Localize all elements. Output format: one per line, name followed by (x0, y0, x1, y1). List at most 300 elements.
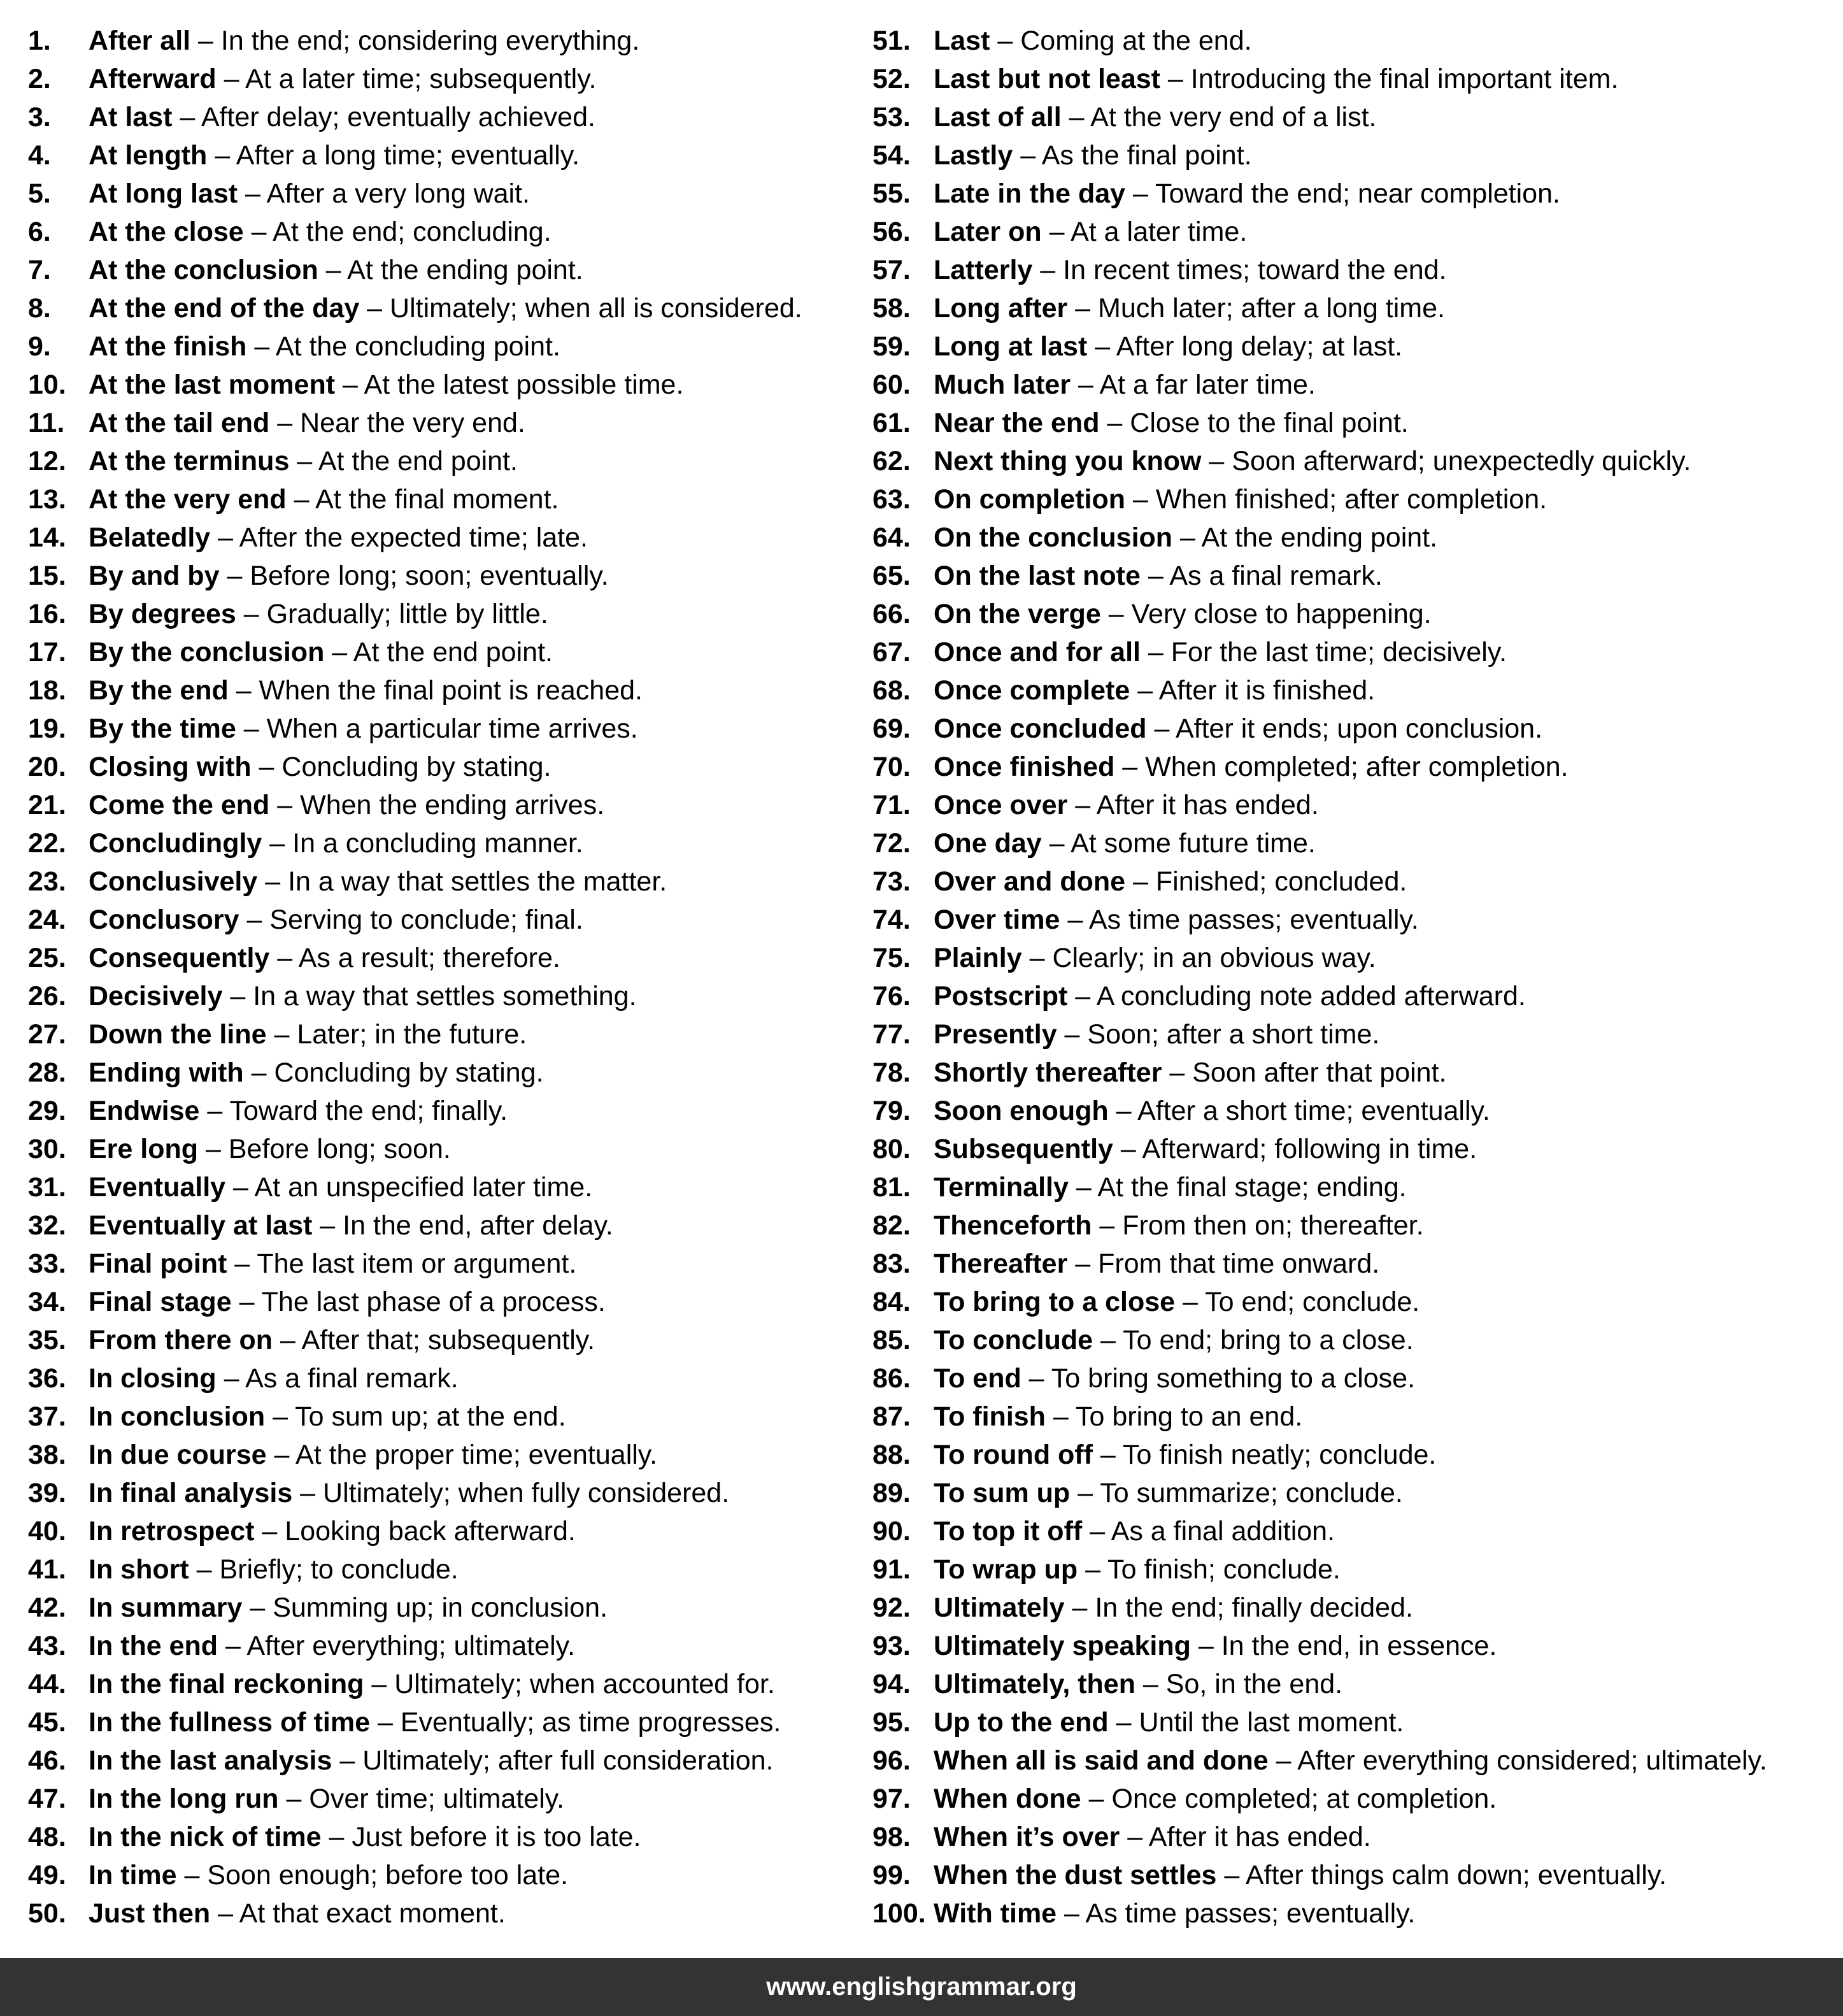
item-term: In time (89, 1860, 177, 1891)
list-item (872, 1701, 1828, 1739)
item-separator: – (190, 25, 221, 56)
item-term: Much later (934, 369, 1071, 400)
list-item (28, 1510, 850, 1548)
item-definition: From then on; thereafter. (1122, 1210, 1424, 1241)
item-definition: In a way that settles the matter. (288, 866, 667, 897)
list-item (28, 57, 850, 96)
item-separator: – (269, 790, 301, 820)
list-item (28, 1739, 850, 1777)
item-term: Ultimately, then (934, 1669, 1135, 1699)
item-definition: Eventually; as time progresses. (400, 1707, 781, 1738)
item-term: Last but not least (934, 64, 1160, 94)
item-definition: Very close to happening. (1131, 599, 1432, 629)
list-item (872, 516, 1828, 554)
item-number: 98. (872, 1822, 911, 1852)
item-separator: – (269, 408, 301, 438)
item-definition: At the ending point. (1201, 522, 1438, 553)
list-item (28, 1586, 850, 1624)
item-number: 4. (28, 140, 51, 171)
list-item (872, 363, 1828, 401)
item-number: 85. (872, 1325, 911, 1355)
item-separator: – (269, 943, 299, 973)
item-separator: – (1081, 1784, 1112, 1814)
item-number: 53. (872, 102, 911, 132)
list-item (28, 783, 850, 822)
item-number: 70. (872, 752, 911, 782)
item-definition: In the end; finally decided. (1095, 1592, 1413, 1623)
item-separator: – (1130, 675, 1159, 706)
item-number: 86. (872, 1363, 911, 1394)
item-separator: – (243, 217, 273, 247)
item-term: Once concluded (934, 713, 1147, 744)
item-separator: – (1064, 1592, 1095, 1623)
list-item (872, 592, 1828, 631)
item-number: 96. (872, 1745, 911, 1776)
list-item (872, 248, 1828, 287)
item-definition: Afterward; following in time. (1142, 1134, 1477, 1164)
item-term: In retrospect (89, 1516, 255, 1547)
item-separator: – (265, 1401, 295, 1432)
item-number: 80. (872, 1134, 911, 1164)
item-separator: – (176, 1860, 208, 1891)
item-number: 95. (872, 1707, 911, 1738)
item-separator: – (278, 1784, 310, 1814)
item-number: 90. (872, 1516, 911, 1547)
item-separator: – (210, 1898, 239, 1929)
item-number: 3. (28, 102, 51, 132)
list-item (28, 822, 850, 860)
item-term: Postscript (934, 981, 1068, 1012)
item-definition: When completed; after completion. (1145, 752, 1569, 782)
item-number: 38. (28, 1440, 66, 1470)
item-definition: At the latest possible time. (364, 369, 684, 400)
item-separator: – (1045, 1401, 1076, 1432)
item-term: At the end of the day (89, 293, 360, 324)
item-number: 54. (872, 140, 911, 171)
item-definition: In the end, after delay. (343, 1210, 613, 1241)
item-separator: – (1021, 1363, 1051, 1394)
item-term: Consequently (89, 943, 270, 973)
item-term: Up to the end (934, 1707, 1109, 1738)
item-definition: At the proper time; eventually. (295, 1440, 658, 1470)
item-number: 11. (28, 408, 65, 438)
item-term: Come the end (89, 790, 270, 820)
list-item (28, 554, 850, 592)
item-definition: As time passes; eventually. (1088, 904, 1419, 935)
list-item (28, 860, 850, 898)
item-term: To conclude (934, 1325, 1093, 1355)
item-number: 25. (28, 943, 66, 973)
item-term: Conclusory (89, 904, 239, 935)
item-term: In final analysis (89, 1478, 293, 1508)
list-item (872, 1395, 1828, 1433)
item-number: 92. (872, 1592, 911, 1623)
item-number: 7. (28, 255, 51, 285)
item-number: 72. (872, 828, 911, 859)
item-term: Once finished (934, 752, 1115, 782)
list-item (872, 134, 1828, 172)
item-definition: After everything; ultimately. (246, 1631, 575, 1661)
item-separator: – (239, 904, 270, 935)
list-item (872, 631, 1828, 669)
list-item (872, 1433, 1828, 1471)
list-item (28, 363, 850, 401)
list-item (28, 1204, 850, 1242)
item-number: 26. (28, 981, 66, 1012)
item-term: By degrees (89, 599, 236, 629)
list-item (872, 1510, 1828, 1548)
item-separator: – (1067, 981, 1097, 1012)
item-separator: – (1140, 561, 1170, 591)
list-item (28, 1701, 850, 1739)
item-term: To sum up (934, 1478, 1071, 1508)
item-definition: As a final remark. (1169, 561, 1383, 591)
item-number: 82. (872, 1210, 911, 1241)
item-separator: – (359, 293, 390, 324)
item-term: At the very end (89, 484, 287, 515)
list-item (28, 516, 850, 554)
item-number: 10. (28, 369, 66, 400)
item-definition: Soon; after a short time. (1087, 1019, 1380, 1050)
item-separator: – (1125, 484, 1156, 515)
item-term: Thereafter (934, 1248, 1068, 1279)
item-definition: Concluding by stating. (281, 752, 551, 782)
item-number: 97. (872, 1784, 911, 1814)
list-item (872, 1739, 1828, 1777)
item-number: 77. (872, 1019, 911, 1050)
item-term: From there on (89, 1325, 273, 1355)
item-definition: The last item or argument. (257, 1248, 577, 1279)
list-item (28, 96, 850, 134)
item-definition: After a very long wait. (266, 178, 530, 209)
item-definition: For the last time; decisively. (1171, 637, 1507, 668)
list-item (28, 401, 850, 440)
item-term: With time (934, 1898, 1057, 1929)
list-item (28, 1242, 850, 1280)
item-separator: – (289, 446, 318, 476)
item-number: 6. (28, 217, 51, 247)
list-item (28, 134, 850, 172)
item-separator: – (1113, 1134, 1142, 1164)
item-definition: To sum up; at the end. (295, 1401, 566, 1432)
item-number: 15. (28, 561, 66, 591)
item-number: 71. (872, 790, 911, 820)
item-term: Final point (89, 1248, 227, 1279)
item-term: Long at last (934, 331, 1088, 362)
item-term: Thenceforth (934, 1210, 1092, 1241)
item-number: 34. (28, 1287, 66, 1317)
list-item (872, 898, 1828, 936)
item-number: 55. (872, 178, 911, 209)
item-separator: – (1070, 1478, 1100, 1508)
item-term: In closing (89, 1363, 217, 1394)
item-definition: After it has ended. (1148, 1822, 1371, 1852)
item-definition: From that time onward. (1098, 1248, 1380, 1279)
item-term: At the finish (89, 331, 247, 362)
item-number: 69. (872, 713, 911, 744)
item-number: 8. (28, 293, 51, 324)
item-definition: As a final remark. (245, 1363, 459, 1394)
list-item (28, 1433, 850, 1471)
item-number: 30. (28, 1134, 66, 1164)
item-separator: – (1013, 140, 1042, 171)
item-term: Down the line (89, 1019, 267, 1050)
item-term: Once over (934, 790, 1068, 820)
item-term: On the last note (934, 561, 1141, 591)
item-separator: – (189, 1554, 220, 1585)
item-definition: Ultimately; when all is considered. (390, 293, 802, 324)
item-term: Long after (934, 293, 1068, 324)
list-item (872, 478, 1828, 516)
list-item (28, 669, 850, 707)
item-definition: In the end, in essence. (1221, 1631, 1497, 1661)
item-number: 9. (28, 331, 51, 362)
list-item (872, 554, 1828, 592)
item-separator: – (216, 1363, 246, 1394)
item-definition: After it is finished. (1158, 675, 1376, 706)
list-item (872, 1854, 1828, 1892)
item-separator: – (1057, 1898, 1086, 1929)
item-number: 35. (28, 1325, 66, 1355)
item-definition: Just before it is too late. (352, 1822, 641, 1852)
item-separator: – (1099, 408, 1130, 438)
list-item (28, 1395, 850, 1433)
item-separator: – (1093, 1325, 1123, 1355)
item-separator: – (198, 1134, 229, 1164)
item-term: Last of all (934, 102, 1062, 132)
item-term: Late in the day (934, 178, 1126, 209)
list-item (28, 592, 850, 631)
list-item (28, 745, 850, 783)
item-number: 99. (872, 1860, 911, 1891)
item-separator: – (273, 1325, 302, 1355)
item-number: 83. (872, 1248, 911, 1279)
item-definition: As a result; therefore. (298, 943, 560, 973)
item-separator: – (1021, 943, 1053, 973)
item-definition: Ultimately; when fully considered. (323, 1478, 730, 1508)
list-item (872, 325, 1828, 363)
item-definition: At a later time; subsequently. (245, 64, 597, 94)
item-definition: In recent times; toward the end. (1063, 255, 1447, 285)
list-item (872, 172, 1828, 210)
item-separator: – (243, 1057, 274, 1088)
item-separator: – (1067, 1248, 1099, 1279)
item-separator: – (1071, 369, 1100, 400)
item-definition: In the end; considering everything. (220, 25, 640, 56)
footer-url: www.englishgrammar.org (0, 1958, 1843, 2016)
item-term: Plainly (934, 943, 1022, 973)
item-term: Last (934, 25, 990, 56)
list-item (28, 1089, 850, 1127)
item-separator: – (364, 1669, 395, 1699)
item-separator: – (231, 1287, 262, 1317)
item-number: 46. (28, 1745, 66, 1776)
list-item (872, 707, 1828, 745)
item-number: 79. (872, 1096, 911, 1126)
item-definition: Ultimately; after full consideration. (362, 1745, 774, 1776)
item-number: 24. (28, 904, 66, 935)
item-definition: After a short time; eventually. (1137, 1096, 1490, 1126)
item-separator: – (1061, 102, 1091, 132)
item-definition: Looking back afterward. (285, 1516, 576, 1547)
item-definition: At the concluding point. (275, 331, 560, 362)
item-term: At long last (89, 178, 238, 209)
item-term: To wrap up (934, 1554, 1078, 1585)
item-term: In conclusion (89, 1401, 266, 1432)
item-number: 66. (872, 599, 911, 629)
item-definition: To bring something to a close. (1051, 1363, 1416, 1394)
item-term: After all (89, 25, 191, 56)
item-number: 65. (872, 561, 911, 591)
item-definition: To finish neatly; conclude. (1122, 1440, 1437, 1470)
item-definition: Toward the end; finally. (229, 1096, 508, 1126)
item-term: Ultimately (934, 1592, 1065, 1623)
item-term: At last (89, 102, 173, 132)
item-term: Subsequently (934, 1134, 1113, 1164)
item-term: Eventually (89, 1172, 226, 1203)
item-definition: Ultimately; when accounted for. (394, 1669, 775, 1699)
item-definition: Before long; soon. (228, 1134, 451, 1164)
item-separator: – (1125, 178, 1156, 209)
item-definition: When the final point is reached. (259, 675, 643, 706)
item-term: At the terminus (89, 446, 290, 476)
list-item (28, 1892, 850, 1930)
item-separator: – (990, 25, 1021, 56)
item-number: 48. (28, 1822, 66, 1852)
item-number: 13. (28, 484, 66, 515)
item-number: 68. (872, 675, 911, 706)
item-separator: – (222, 981, 253, 1012)
list-item (28, 1280, 850, 1319)
list-item (872, 1204, 1828, 1242)
item-separator: – (1092, 1210, 1123, 1241)
item-definition: Introducing the final important item. (1190, 64, 1619, 94)
item-term: By and by (89, 561, 220, 591)
item-term: Presently (934, 1019, 1057, 1050)
item-term: When it’s over (934, 1822, 1120, 1852)
list-item (28, 1166, 850, 1204)
item-term: On the conclusion (934, 522, 1173, 553)
list-item (872, 975, 1828, 1013)
item-definition: In a concluding manner. (292, 828, 583, 859)
list-item (872, 57, 1828, 96)
item-separator: – (1114, 752, 1146, 782)
item-definition: Gradually; little by little. (266, 599, 548, 629)
item-definition: As time passes; eventually. (1085, 1898, 1416, 1929)
item-term: Over and done (934, 866, 1126, 897)
item-definition: Near the very end. (300, 408, 525, 438)
item-separator: – (1057, 1019, 1088, 1050)
item-term: Later on (934, 217, 1042, 247)
list-item (28, 440, 850, 478)
item-definition: Until the last moment. (1139, 1707, 1404, 1738)
item-number: 84. (872, 1287, 911, 1317)
item-term: Eventually at last (89, 1210, 313, 1241)
item-separator: – (225, 1172, 255, 1203)
item-term: In the end (89, 1631, 218, 1661)
item-number: 32. (28, 1210, 66, 1241)
item-separator: – (227, 1248, 257, 1279)
item-definition: Finished; concluded. (1155, 866, 1407, 897)
item-separator: – (1108, 1707, 1139, 1738)
item-number: 52. (872, 64, 911, 94)
list-item (28, 1548, 850, 1586)
item-separator: – (1268, 1745, 1298, 1776)
item-definition: At some future time. (1071, 828, 1316, 859)
item-definition: When the ending arrives. (300, 790, 605, 820)
item-definition: In a way that settles something. (253, 981, 637, 1012)
item-separator: – (1060, 904, 1089, 935)
item-separator: – (262, 828, 293, 859)
item-term: One day (934, 828, 1042, 859)
item-separator: – (228, 675, 259, 706)
list-item (872, 1586, 1828, 1624)
item-separator: – (216, 64, 246, 94)
item-separator: – (1146, 713, 1176, 744)
item-number: 49. (28, 1860, 66, 1891)
item-separator: – (1067, 790, 1097, 820)
list-item (28, 287, 850, 325)
item-number: 36. (28, 1363, 66, 1394)
item-separator: – (1067, 293, 1099, 324)
list-item (28, 936, 850, 975)
item-separator: – (210, 522, 239, 553)
item-definition: A concluding note added afterward. (1096, 981, 1526, 1012)
item-number: 88. (872, 1440, 911, 1470)
item-definition: Soon after that point. (1192, 1057, 1447, 1088)
list-item (28, 1854, 850, 1892)
list-item (28, 248, 850, 287)
item-term: In the fullness of time (89, 1707, 370, 1738)
item-definition: Before long; soon; eventually. (250, 561, 609, 591)
item-number: 91. (872, 1554, 911, 1585)
item-term: Ultimately speaking (934, 1631, 1191, 1661)
item-separator: – (1032, 255, 1064, 285)
list-item (872, 745, 1828, 783)
item-term: To top it off (934, 1516, 1083, 1547)
item-number: 93. (872, 1631, 911, 1661)
list-item (872, 822, 1828, 860)
item-term: In due course (89, 1440, 267, 1470)
item-number: 12. (28, 446, 66, 476)
item-definition: After it has ended. (1096, 790, 1319, 820)
list-item (872, 1013, 1828, 1051)
item-definition: Serving to conclude; final. (269, 904, 583, 935)
item-number: 76. (872, 981, 911, 1012)
item-term: Decisively (89, 981, 223, 1012)
item-number: 29. (28, 1096, 66, 1126)
list-item (872, 1319, 1828, 1357)
item-definition: To finish; conclude. (1107, 1554, 1341, 1585)
item-separator: – (172, 102, 201, 132)
item-separator: – (1216, 1860, 1246, 1891)
item-term: When all is said and done (934, 1745, 1269, 1776)
item-number: 27. (28, 1019, 66, 1050)
item-term: To end (934, 1363, 1021, 1394)
list-item (872, 1815, 1828, 1854)
item-separator: – (324, 637, 353, 668)
item-definition: As the final point. (1041, 140, 1252, 171)
list-item (872, 1892, 1828, 1930)
item-separator: – (1078, 1554, 1108, 1585)
item-term: Closing with (89, 752, 252, 782)
list-item (28, 1471, 850, 1510)
list-item (872, 783, 1828, 822)
item-term: Once complete (934, 675, 1130, 706)
item-separator: – (199, 1096, 230, 1126)
item-term: By the time (89, 713, 236, 744)
item-separator: – (286, 484, 316, 515)
